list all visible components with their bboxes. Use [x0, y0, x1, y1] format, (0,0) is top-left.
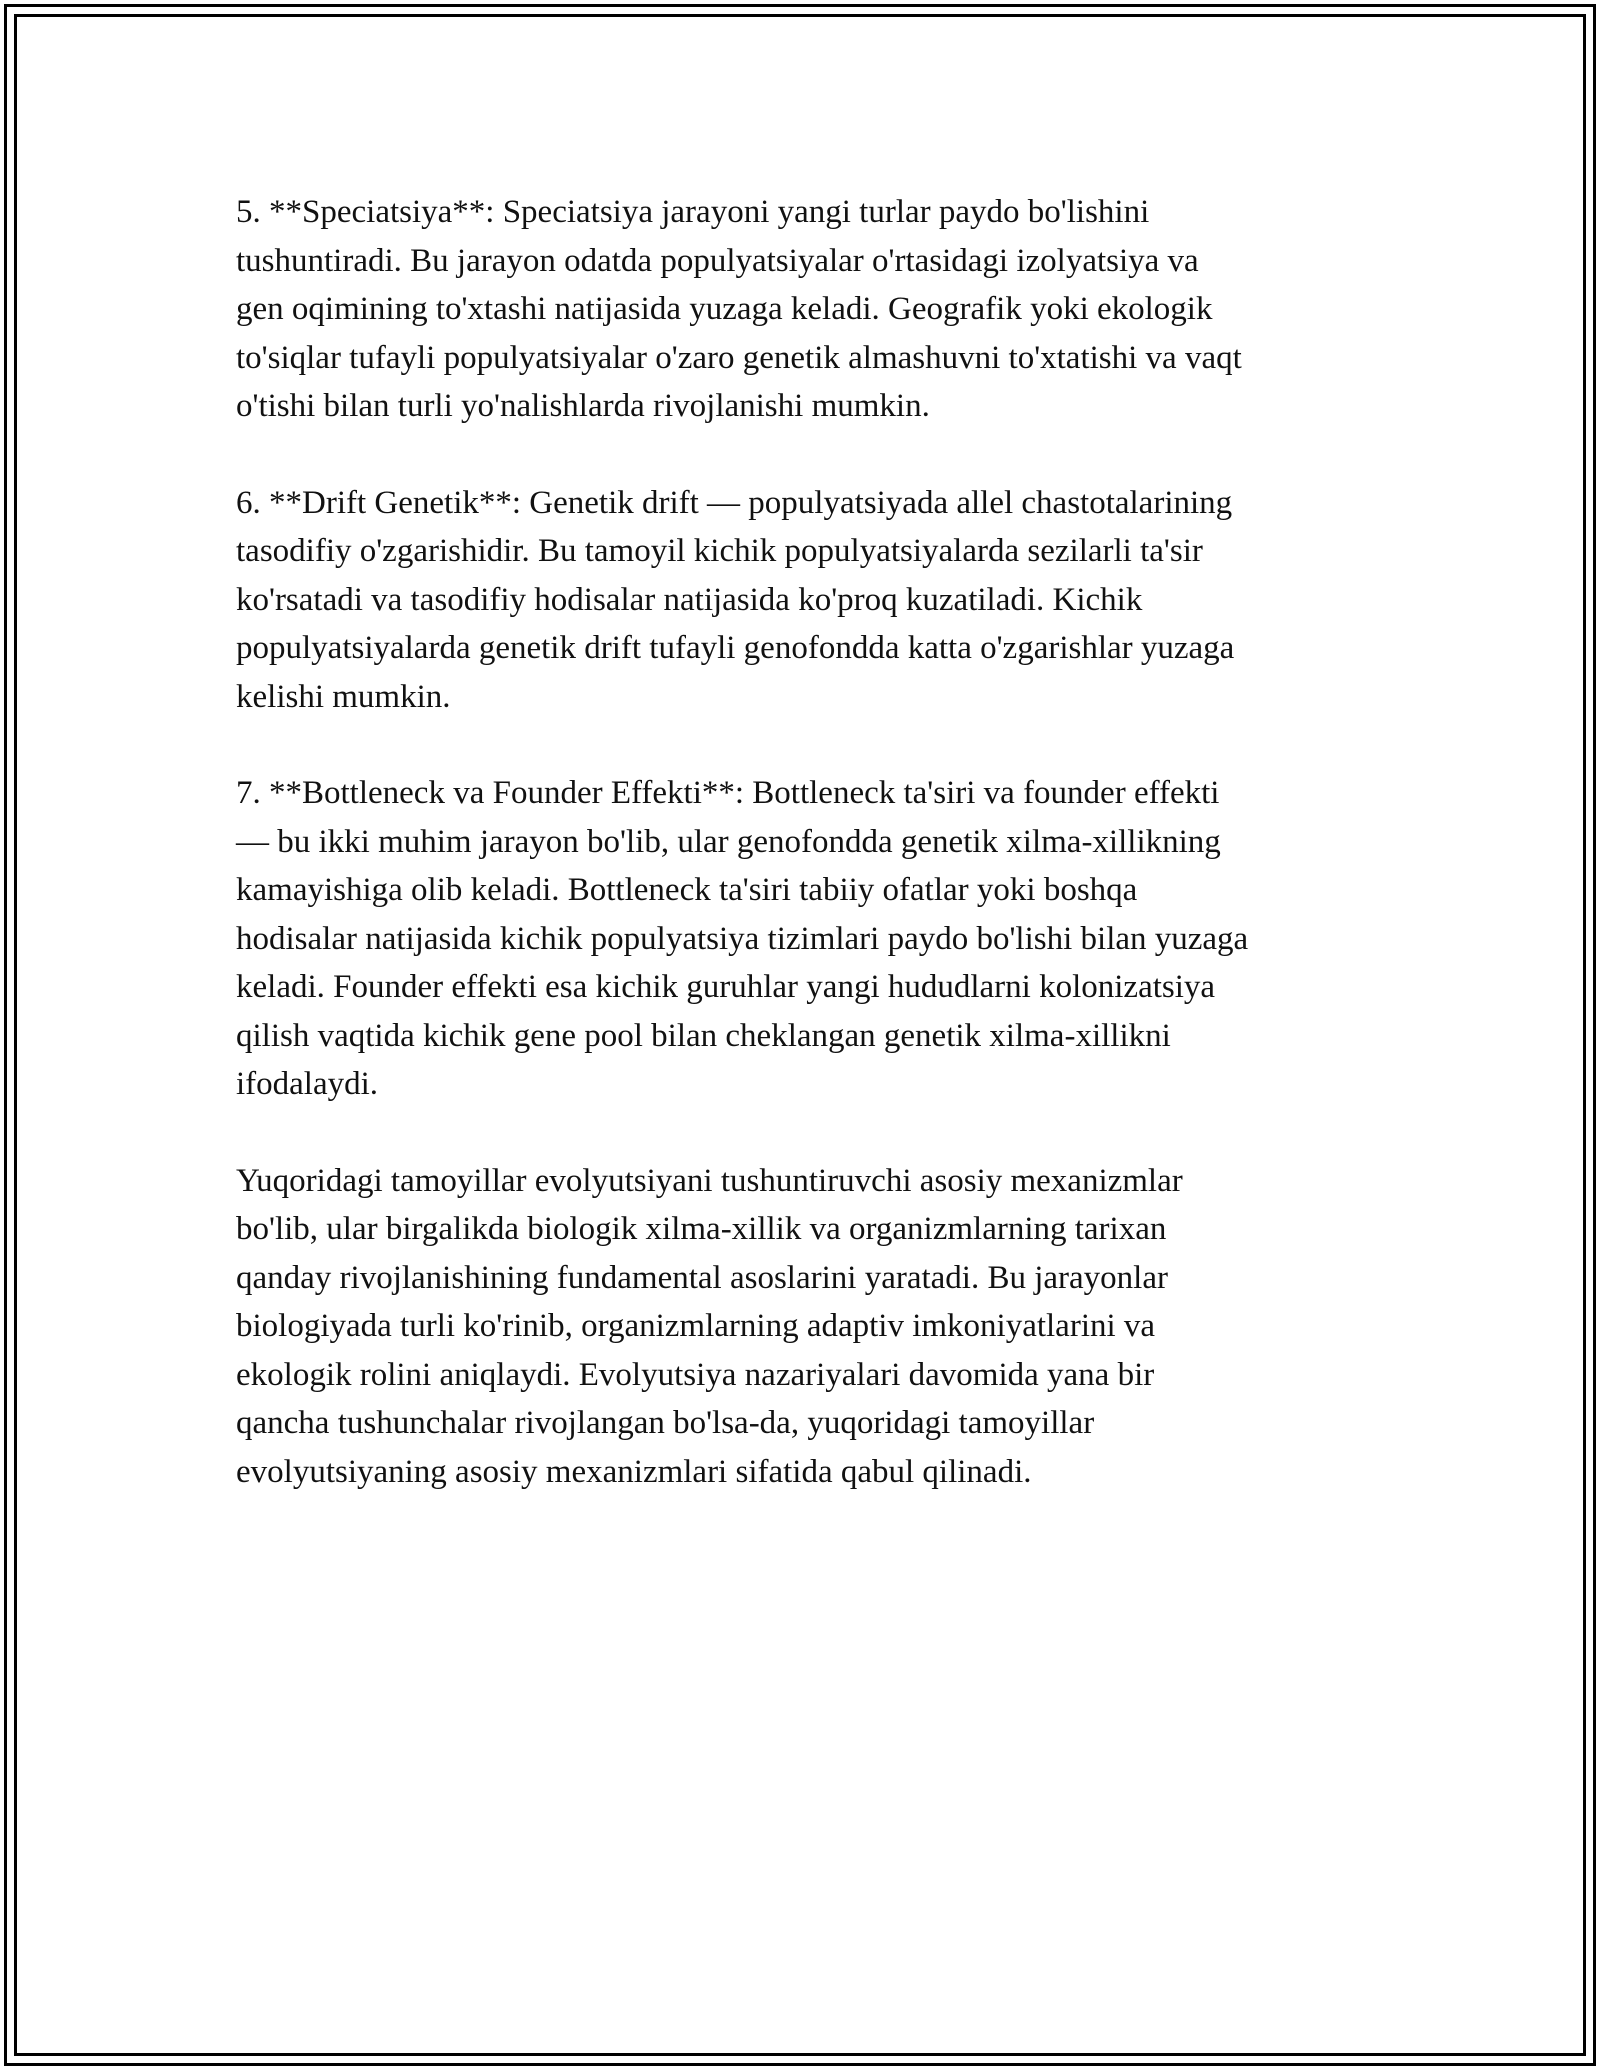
text-line: qilish vaqtida kichik gene pool bilan cheklangan genetik xilma-xillikni — [236, 1017, 1171, 1054]
text-line: 6. **Drift Genetik**: Genetik drift — populyatsiyada allel chastotalarining — [236, 484, 1233, 521]
text-line: kelishi mumkin. — [236, 678, 451, 715]
text-line: bo'lib, ular birgalikda biologik xilma-xillik va organizmlarning tarixan — [236, 1211, 1167, 1247]
text-line: biologiyada turli ko'rinib, organizmlarning adaptiv imkoniyatlarini va — [236, 1308, 1156, 1344]
text-line: qanday rivojlanishining fundamental asoslarini yaratadi. Bu jarayonlar — [236, 1259, 1168, 1296]
text-line: ifodalaydi. — [236, 1066, 379, 1102]
paragraph-conclusion — [236, 1157, 1386, 1497]
text-line: hodisalar natijasida kichik populyatsiya tizimlari paydo bo'lishi bilan yuzaga — [236, 920, 1249, 957]
text-line: to'siqlar tufayli populyatsiyalar o'zaro genetik almashuvni to'xtatishi va vaqt — [236, 339, 1242, 376]
text-line: keladi. Founder effekti esa kichik guruhlar yangi hududlarni kolonizatsiya — [236, 969, 1216, 1005]
text-line: populyatsiyalarda genetik drift tufayli genofondda katta o'zgarishlar yuzaga — [236, 630, 1235, 666]
text-line: ko'rsatadi va tasodifiy hodisalar natijasida ko'proq kuzatiladi. Kichik — [236, 581, 1143, 618]
document-body — [236, 188, 1386, 1544]
text-line: gen oqimining to'xtashi natijasida yuzaga keladi. Geografik yoki ekologik — [236, 291, 1213, 327]
paragraph-drift-genetik — [236, 479, 1386, 722]
text-line: evolyutsiyaning asosiy mexanizmlari sifatida qabul qilinadi. — [236, 1453, 1032, 1490]
text-line: o'tishi bilan turli yo'nalishlarda rivojlanishi mumkin. — [236, 388, 930, 424]
text-line: ekologik rolini aniqlaydi. Evolyutsiya nazariyalari davomida yana bir — [236, 1356, 1155, 1393]
text-line: — bu ikki muhim jarayon bo'lib, ular genofondda genetik xilma-xillikning — [236, 823, 1221, 860]
paragraph-bottleneck-founder — [236, 769, 1386, 1109]
text-line: qancha tushunchalar rivojlangan bo'lsa-da, yuqoridagi tamoyillar — [236, 1405, 1095, 1441]
text-line: tasodifiy o'zgarishidir. Bu tamoyil kichik populyatsiyalarda sezilarli ta'sir — [236, 533, 1203, 569]
text-line: tushuntiradi. Bu jarayon odatda populyatsiyalar o'rtasidagi izolyatsiya va — [236, 242, 1199, 279]
text-line: 5. **Speciatsiya**: Speciatsiya jarayoni yangi turlar paydo bo'lishini — [236, 194, 1150, 230]
text-line: Yuqoridagi tamoyillar evolyutsiyani tushuntiruvchi asosiy mexanizmlar — [236, 1162, 1183, 1199]
text-line: 7. **Bottleneck va Founder Effekti**: Bottleneck ta'siri va founder effekti — [236, 775, 1220, 811]
paragraph-speciatsiya — [236, 188, 1386, 431]
text-line: kamayishiga olib keladi. Bottleneck ta'siri tabiiy ofatlar yoki boshqa — [236, 872, 1138, 908]
